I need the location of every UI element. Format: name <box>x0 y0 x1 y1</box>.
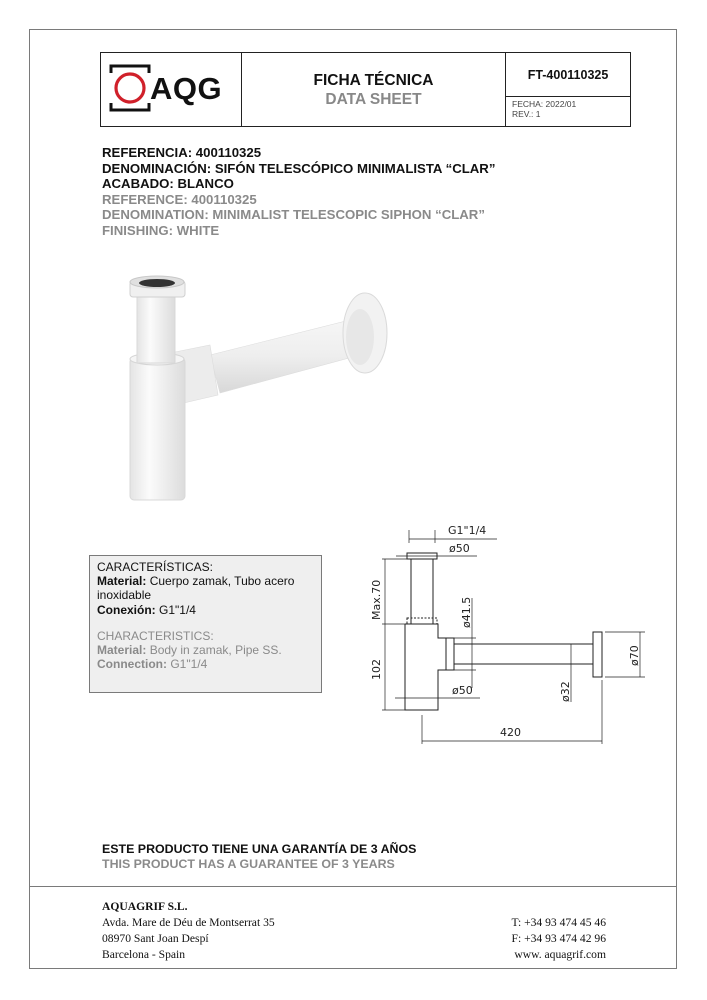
denomination-es: DENOMINACIÓN: SIFÓN TELESCÓPICO MINIMALISTA “CLAR” <box>102 160 496 176</box>
document-revision: REV.: 1 <box>512 109 541 119</box>
fax: F: +34 93 474 42 96 <box>511 932 606 945</box>
characteristics-title-en: CHARACTERISTICS: <box>97 628 214 643</box>
aqg-logo-icon <box>109 63 151 113</box>
document-code: FT-400110325 <box>506 53 630 97</box>
logo-cell <box>101 53 242 126</box>
material-label-es: Material: <box>97 574 147 589</box>
address-line-2: 08970 Sant Joan Despí <box>102 932 209 945</box>
dim-max-height: Max.70 <box>370 579 383 620</box>
guarantee <box>102 842 416 872</box>
technical-drawing <box>360 510 650 750</box>
company-contact <box>511 915 606 963</box>
connection-label-en: Connection: <box>97 657 167 672</box>
address-line-3: Barcelona - Spain <box>102 948 186 961</box>
dim-body-diameter: ø50 <box>452 684 473 697</box>
document-meta <box>506 97 630 126</box>
guarantee-en: THIS PRODUCT HAS A GUARANTEE OF 3 YEARS <box>102 857 395 871</box>
company-address <box>102 899 275 963</box>
logo-text: AQG <box>150 71 223 106</box>
material-label-en: Material: <box>97 643 147 658</box>
website-link[interactable]: www. aquagrif.com <box>514 948 606 961</box>
guarantee-es: ESTE PRODUCTO TIENE UNA GARANTÍA DE 3 AÑOS <box>102 842 417 856</box>
dim-top-diameter: ø50 <box>449 542 470 555</box>
characteristics-box <box>89 555 322 693</box>
reference-en: REFERENCE: 400110325 <box>102 191 257 207</box>
dim-pipe-diameter: ø32 <box>559 681 572 702</box>
denomination-en: DENOMINATION: MINIMALIST TELESCOPIC SIPHON “CLAR” <box>102 207 485 223</box>
dim-inner-diameter: ø41.5 <box>460 596 473 628</box>
material-en <box>97 643 314 657</box>
document-header <box>100 52 631 127</box>
material-value-en: Body in zamak, Pipe SS. <box>146 643 282 658</box>
characteristics-title-es: CARACTERÍSTICAS: <box>97 560 214 574</box>
phone: T: +34 93 474 45 46 <box>511 916 606 929</box>
connection-en <box>97 657 314 671</box>
title-en: DATA SHEET <box>325 90 422 108</box>
document-date: FECHA: 2022/01 <box>512 99 577 109</box>
code-cell <box>506 53 630 126</box>
dim-thread: G1"1/4 <box>448 524 487 537</box>
finish-en: FINISHING: WHITE <box>102 222 220 238</box>
dim-length: 420 <box>500 726 521 739</box>
footer-divider <box>29 886 677 887</box>
material-value-es: Cuerpo zamak, Tubo acero inoxidable <box>97 574 295 603</box>
address-line-1: Avda. Mare de Déu de Montserrat 35 <box>102 916 275 929</box>
connection-value-es: G1"1/4 <box>155 602 196 617</box>
reference-es: REFERENCIA: 400110325 <box>102 145 262 160</box>
company-name: AQUAGRIF S.L. <box>102 900 188 913</box>
connection-es <box>97 603 314 617</box>
title-es: FICHA TÉCNICA <box>313 71 434 89</box>
material-es <box>97 574 314 602</box>
product-photo <box>110 265 410 510</box>
dim-body-height: 102 <box>370 659 383 680</box>
product-info <box>102 145 495 239</box>
finish-es: ACABADO: BLANCO <box>102 176 234 192</box>
dim-flange-diameter: ø70 <box>628 645 641 666</box>
title-cell <box>242 53 506 126</box>
connection-value-en: G1"1/4 <box>167 657 208 672</box>
connection-label-es: Conexión: <box>97 602 156 617</box>
